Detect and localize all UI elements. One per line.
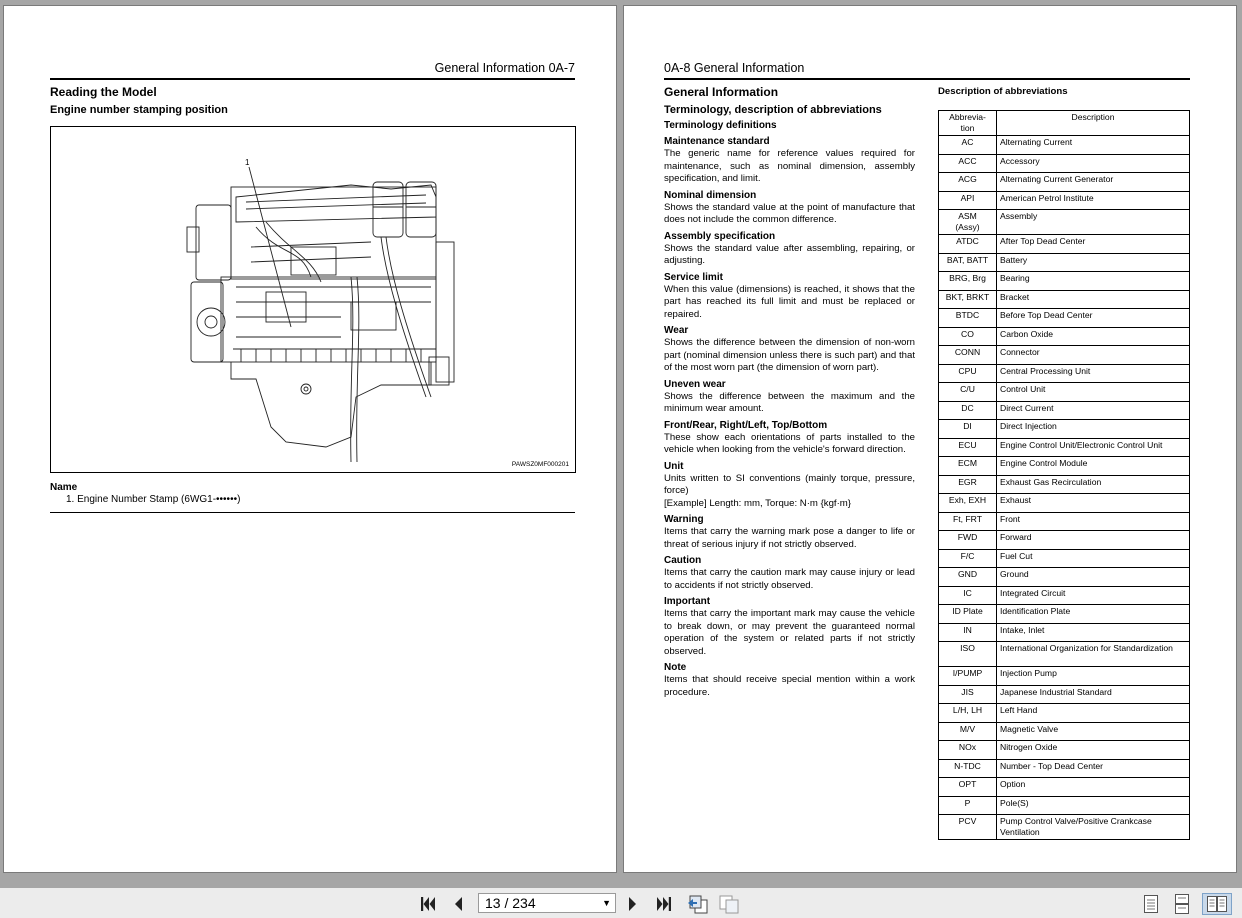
abbr-cell: ECM xyxy=(939,457,997,476)
term-entry xyxy=(664,596,915,658)
abbr-row xyxy=(939,642,1190,667)
abbr-row xyxy=(939,438,1190,457)
description-cell: Left Hand xyxy=(997,704,1190,723)
description-cell: Injection Pump xyxy=(997,667,1190,686)
section-subtitle: Terminology, description of abbreviations xyxy=(664,104,882,116)
abbr-row xyxy=(939,457,1190,476)
facing-pages-view-icon xyxy=(1206,895,1228,913)
abbr-row xyxy=(939,272,1190,291)
abbr-cell: ID Plate xyxy=(939,605,997,624)
footer-rule xyxy=(50,512,575,513)
term-title: Nominal dimension xyxy=(664,189,757,201)
abbr-row xyxy=(939,531,1190,550)
abbr-cell: JIS xyxy=(939,685,997,704)
description-cell: American Petrol Institute xyxy=(997,191,1190,210)
prev-page-button[interactable] xyxy=(449,894,467,914)
terminology-heading: Terminology definitions xyxy=(664,120,777,131)
continuous-view-icon xyxy=(1174,894,1190,914)
term-text: Shows the difference between the dimension of non-worn part (nominal dimension unless there is such part) and that of the most worn part (the dimension of worn part). xyxy=(664,337,915,373)
description-cell: Pump Control Valve/Positive Crankcase Ventilation xyxy=(997,815,1190,840)
abbr-cell: BKT, BRKT xyxy=(939,290,997,309)
description-cell: Bearing xyxy=(997,272,1190,291)
page-indicator: 13 / 234 xyxy=(485,895,536,911)
abbr-row xyxy=(939,210,1190,235)
abbr-cell: CO xyxy=(939,327,997,346)
term-title: Service limit xyxy=(664,271,723,283)
abbr-row xyxy=(939,364,1190,383)
single-page-view-icon xyxy=(1143,894,1159,914)
abbr-row xyxy=(939,667,1190,686)
terminology-column xyxy=(664,120,915,703)
term-entry xyxy=(664,662,915,699)
abbr-row xyxy=(939,346,1190,365)
first-page-icon xyxy=(419,895,437,913)
abbr-cell: DC xyxy=(939,401,997,420)
description-cell: Integrated Circuit xyxy=(997,586,1190,605)
figure-code: PAWSZ0MF000201 xyxy=(511,461,569,468)
abbr-row xyxy=(939,494,1190,513)
term-text: Items that carry the warning mark pose a danger to life or threat of serious injury if not strictly observed. xyxy=(664,526,915,550)
engine-illustration xyxy=(51,127,575,472)
abbr-cell: CPU xyxy=(939,364,997,383)
description-cell: Intake, Inlet xyxy=(997,623,1190,642)
abbr-cell: ISO xyxy=(939,642,997,667)
term-entry xyxy=(664,325,915,375)
abbr-cell: Exh, EXH xyxy=(939,494,997,513)
abbr-cell: IN xyxy=(939,623,997,642)
right-page xyxy=(624,6,1236,872)
description-cell: Japanese Industrial Standard xyxy=(997,685,1190,704)
description-cell: Bracket xyxy=(997,290,1190,309)
single-page-view-button[interactable] xyxy=(1141,894,1161,914)
go-back-button[interactable] xyxy=(686,894,710,914)
abbr-row xyxy=(939,191,1190,210)
abbr-row xyxy=(939,173,1190,192)
prev-page-icon xyxy=(451,895,465,913)
description-cell: Front xyxy=(997,512,1190,531)
abbr-row xyxy=(939,383,1190,402)
abbr-column-header: Abbrevia- tion xyxy=(939,111,997,136)
term-text: The generic name for reference values required for maintenance, such as nominal dimension, assembly specification, and limit. xyxy=(664,148,915,184)
description-cell: Magnetic Valve xyxy=(997,722,1190,741)
name-label: Name xyxy=(50,482,78,493)
abbr-row xyxy=(939,253,1190,272)
abbr-cell: CONN xyxy=(939,346,997,365)
term-title: Maintenance standard xyxy=(664,136,770,147)
abbr-cell: BAT, BATT xyxy=(939,253,997,272)
description-cell: Pole(S) xyxy=(997,796,1190,815)
abbr-row xyxy=(939,420,1190,439)
description-cell: Option xyxy=(997,778,1190,797)
description-cell: Before Top Dead Center xyxy=(997,309,1190,328)
term-text: Shows the standard value after assembling, repairing, or adjusting. xyxy=(664,242,915,266)
page-title: General Information xyxy=(664,85,779,99)
abbr-cell: I/PUMP xyxy=(939,667,997,686)
description-cell: Number - Top Dead Center xyxy=(997,759,1190,778)
abbr-cell: C/U xyxy=(939,383,997,402)
description-cell: Engine Control Unit/Electronic Control Unit xyxy=(997,438,1190,457)
name-item: 1. Engine Number Stamp (6WG1-••••••) xyxy=(66,494,241,505)
description-cell: Identification Plate xyxy=(997,605,1190,624)
term-text: These show each orientations of parts installed to the vehicle when looking from the vehicle's forward direction. xyxy=(664,431,915,455)
abbr-cell: EGR xyxy=(939,475,997,494)
abbr-row xyxy=(939,605,1190,624)
go-forward-button[interactable] xyxy=(717,894,741,914)
description-cell: Direct Current xyxy=(997,401,1190,420)
abbr-row xyxy=(939,549,1190,568)
abbreviation-table xyxy=(938,110,1190,840)
description-cell: Alternating Current Generator xyxy=(997,173,1190,192)
chevron-down-icon: ▼ xyxy=(602,898,611,908)
description-cell: Battery xyxy=(997,253,1190,272)
term-entry xyxy=(664,420,915,457)
abbr-row xyxy=(939,815,1190,840)
description-cell: Carbon Oxide xyxy=(997,327,1190,346)
description-cell: Fuel Cut xyxy=(997,549,1190,568)
page-number-field[interactable] xyxy=(478,893,616,913)
abbr-row xyxy=(939,685,1190,704)
abbr-row xyxy=(939,586,1190,605)
term-entry xyxy=(664,514,915,551)
abbr-cell: IC xyxy=(939,586,997,605)
next-page-icon xyxy=(626,895,640,913)
abbr-heading: Description of abbreviations xyxy=(938,86,1068,97)
term-title: Wear xyxy=(664,325,689,336)
term-entry xyxy=(664,190,915,227)
term-entry xyxy=(664,136,915,186)
abbr-cell: AC xyxy=(939,136,997,155)
abbr-row xyxy=(939,722,1190,741)
abbr-cell: GND xyxy=(939,568,997,587)
description-cell: Ground xyxy=(997,568,1190,587)
section-title: Reading the Model xyxy=(50,85,157,99)
abbr-row xyxy=(939,704,1190,723)
term-entry xyxy=(664,379,915,416)
abbr-cell: Ft, FRT xyxy=(939,512,997,531)
callout-number: 1 xyxy=(245,158,250,167)
abbr-row xyxy=(939,568,1190,587)
abbr-row xyxy=(939,327,1190,346)
abbr-cell: P xyxy=(939,796,997,815)
page-header: General Information 0A-7 xyxy=(434,61,575,75)
abbr-cell: DI xyxy=(939,420,997,439)
last-page-button[interactable] xyxy=(653,894,675,914)
description-cell: Exhaust xyxy=(997,494,1190,513)
abbr-row xyxy=(939,778,1190,797)
abbr-cell: ECU xyxy=(939,438,997,457)
abbr-cell: N-TDC xyxy=(939,759,997,778)
term-title: Assembly specification xyxy=(664,230,776,242)
abbr-row xyxy=(939,401,1190,420)
go-back-icon xyxy=(687,894,709,914)
abbr-cell: OPT xyxy=(939,778,997,797)
description-cell: Central Processing Unit xyxy=(997,364,1190,383)
section-subtitle: Engine number stamping position xyxy=(50,104,228,116)
abbr-cell: PCV xyxy=(939,815,997,840)
abbr-cell: BTDC xyxy=(939,309,997,328)
viewer-toolbar xyxy=(0,888,1242,918)
term-entry xyxy=(664,231,915,268)
description-cell: Assembly xyxy=(997,210,1190,235)
term-entry xyxy=(664,555,915,592)
last-page-icon xyxy=(655,895,673,913)
abbr-row xyxy=(939,475,1190,494)
term-text: Shows the standard value at the point of manufacture that does not include the common difference. xyxy=(664,201,915,225)
abbr-cell: ACG xyxy=(939,173,997,192)
go-forward-icon xyxy=(718,894,740,914)
description-cell: Exhaust Gas Recirculation xyxy=(997,475,1190,494)
engine-figure xyxy=(50,126,576,473)
header-rule xyxy=(664,78,1190,80)
next-page-button[interactable] xyxy=(624,894,642,914)
term-text: Units written to SI conventions (mainly torque, pressure, force) xyxy=(664,472,915,496)
description-cell: Connector xyxy=(997,346,1190,365)
abbr-cell: M/V xyxy=(939,722,997,741)
abbr-cell: L/H, LH xyxy=(939,704,997,723)
term-text: When this value (dimensions) is reached, it shows that the part has reached its full limit and must be replaced or repaired. xyxy=(664,283,915,320)
description-cell: Engine Control Module xyxy=(997,457,1190,476)
term-text: Shows the difference between the maximum and the minimum wear amount. xyxy=(664,390,915,414)
description-cell: Alternating Current xyxy=(997,136,1190,155)
abbr-row xyxy=(939,623,1190,642)
term-title: Uneven wear xyxy=(664,378,726,390)
abbr-cell: BRG, Brg xyxy=(939,272,997,291)
description-cell: Direct Injection xyxy=(997,420,1190,439)
abbr-row xyxy=(939,759,1190,778)
abbr-cell: ASM (Assy) xyxy=(939,210,997,235)
abbr-row xyxy=(939,741,1190,760)
abbr-row xyxy=(939,154,1190,173)
first-page-button[interactable] xyxy=(417,894,439,914)
term-text: Items that should receive special mention within a work procedure. xyxy=(664,674,915,698)
abbr-cell: API xyxy=(939,191,997,210)
term-title: Front/Rear, Right/Left, Top/Bottom xyxy=(664,419,828,431)
term-entry xyxy=(664,272,915,322)
abbr-cell: ATDC xyxy=(939,235,997,254)
page-header: 0A-8 General Information xyxy=(664,61,805,75)
left-page xyxy=(4,6,616,872)
abbr-row xyxy=(939,309,1190,328)
description-cell: Accessory xyxy=(997,154,1190,173)
header-rule xyxy=(50,78,575,80)
term-text: Items that carry the important mark may cause the vehicle to break down, or may prevent the guaranteed normal operation of the system or related parts if not strictly observed. xyxy=(664,608,915,657)
term-title: Important xyxy=(664,596,711,607)
description-cell: International Organization for Standardization xyxy=(997,642,1190,667)
term-title: Caution xyxy=(664,555,702,566)
term-title: Note xyxy=(664,662,687,673)
description-cell: Control Unit xyxy=(997,383,1190,402)
abbr-row xyxy=(939,796,1190,815)
abbr-row xyxy=(939,136,1190,155)
abbr-cell: F/C xyxy=(939,549,997,568)
term-list xyxy=(664,136,915,699)
term-text: Items that carry the caution mark may cause injury or lead to accidents if not strictly observed. xyxy=(664,567,915,591)
term-title: Unit xyxy=(664,460,684,472)
description-column-header: Description xyxy=(997,111,1190,136)
abbr-cell: NOx xyxy=(939,741,997,760)
abbr-row xyxy=(939,235,1190,254)
abbr-cell: FWD xyxy=(939,531,997,550)
abbr-row xyxy=(939,512,1190,531)
description-cell: After Top Dead Center xyxy=(997,235,1190,254)
abbr-row xyxy=(939,290,1190,309)
description-cell: Nitrogen Oxide xyxy=(997,741,1190,760)
continuous-view-button[interactable] xyxy=(1171,894,1193,914)
facing-pages-view-button[interactable] xyxy=(1202,893,1232,915)
description-cell: Forward xyxy=(997,531,1190,550)
abbr-cell: ACC xyxy=(939,154,997,173)
term-entry xyxy=(664,461,915,511)
term-title: Warning xyxy=(664,514,704,525)
term-example: [Example] Length: mm, Torque: N·m {kgf·m} xyxy=(664,497,851,509)
